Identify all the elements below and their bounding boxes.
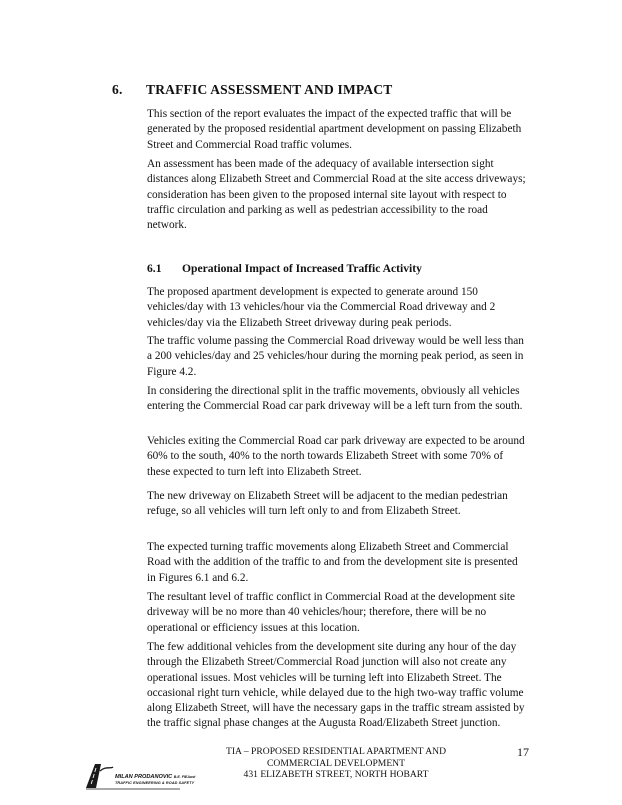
subsection-heading (147, 262, 422, 275)
paragraph-5: The new driveway on Elizabeth Street will be adjacent to the median pedestrian refuge, so all vehicles will turn left only to and from Elizabeth Street. (147, 490, 508, 518)
section-heading (112, 82, 392, 98)
section-title: TRAFFIC ASSESSMENT AND IMPACT (146, 82, 393, 97)
paragraph-4: Vehicles exiting the Commercial Road car park driveway are expected to be around 60% to the south, 40% to the north towards Elizabeth Street with some 70% of these expected to turn left into Elizabeth Street. (147, 435, 525, 478)
paragraph-7: The resultant level of traffic conflict in Commercial Road at the development site driveway will be no more than 40 vehicles/hour; therefore, there will be no operational or efficiency issues at this location. (147, 591, 516, 634)
paragraph-2: The traffic volume passing the Commercial Road driveway would be well less than a 200 vehicles/day and 25 vehicles/hour during the morning peak period, as seen in Figure 4.2. (147, 335, 524, 378)
footer-line-3: 431 ELIZABETH STREET, NORTH HOBART (243, 769, 429, 781)
intro-paragraph-2: An assessment has been made of the adequacy of available intersection sight distances along Elizabeth Street and Commercial Road at the site access driveways; consideration has been given to the proposed internal site layout with respect to traffic circulation and parking as well as pedestrian accessibility to the road network. (147, 158, 526, 232)
page-number: 17 (517, 745, 529, 759)
paragraph-8: The few additional vehicles from the development site during any hour of the day through the Elizabeth Street/Commercial Road junction will also not create any operational issues. Most vehicles will be turning left into Elizabeth Street. The occasional right turn vehicle, while delayed due to the high two-way traffic volume along Elizabeth Street, will have the necessary gaps in the traffic stream assisted by the traffic signal phase changes at the Augusta Road/Elizabeth Street junction. (147, 641, 525, 730)
paragraph-1: The proposed apartment development is expected to generate around 150 vehicles/day with 13 vehicles/hour via the Commercial Road driveway and 2 vehicles/day via the Elizabeth Street driveway during peak periods. (147, 286, 496, 329)
paragraph-3: In considering the directional split in the traffic movements, obviously all vehicles entering the Commercial Road car park driveway will be a left turn from the south. (147, 385, 523, 413)
footer-line-1: TIA – PROPOSED RESIDENTIAL APARTMENT AND (225, 746, 446, 757)
company-logo (82, 757, 196, 793)
subsection-number: 6.1 (147, 262, 162, 275)
logo-company-name: MILAN PRODANOVIC B.E. FIEAust (115, 774, 196, 780)
logo-subtitle: TRAFFIC ENGINEERING & ROAD SAFETY (115, 781, 195, 785)
subsection-title: Operational Impact of Increased Traffic Activity (182, 262, 422, 275)
footer-text (206, 746, 466, 781)
section-number: 6. (112, 82, 123, 97)
paragraph-6: The expected turning traffic movements along Elizabeth Street and Commercial Road with the addition of the traffic to and from the development site is presented in Figures 6.1 and 6.2. (147, 541, 518, 584)
intro-paragraph-1: This section of the report evaluates the impact of the expected traffic that will be generated by the proposed residential apartment development on passing Elizabeth Street and Commercial Road traffic volumes. (147, 108, 522, 151)
footer-line-2: COMMERCIAL DEVELOPMENT (267, 757, 405, 769)
